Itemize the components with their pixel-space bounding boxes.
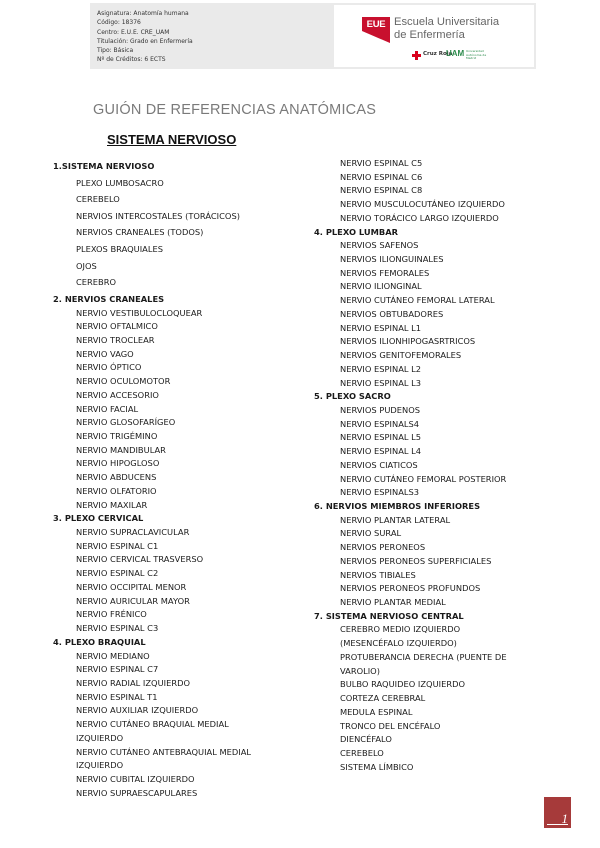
list-item: NERVIO MEDIANO — [76, 650, 150, 661]
list-item: NERVIO CUTÁNEO FEMORAL LATERAL — [340, 295, 495, 306]
list-item: NERVIOS FEMORALES — [340, 267, 430, 278]
list-item: NERVIOS SAFENOS — [340, 240, 419, 251]
list-item: NERVIO ACCESORIO — [76, 389, 159, 400]
partner-uam: UAM — [446, 49, 465, 58]
page-number-badge — [544, 797, 571, 828]
list-item: NERVIO PLANTAR MEDIAL — [340, 597, 446, 608]
list-item: NERVIO ESPINAL C7 — [76, 664, 159, 675]
section-heading: 7. SISTEMA NERVIOSO CENTRAL — [314, 610, 464, 621]
partner-uam-subtitle: Universidad Autónoma de Madrid — [466, 49, 487, 60]
list-item: NERVIO ESPINALS3 — [340, 487, 420, 498]
list-item: NERVIO CUBITAL IZQUIERDO — [76, 774, 195, 784]
list-item: NERVIO OLFATORIO — [76, 485, 157, 496]
list-item: NERVIO CUTÁNEO FEMORAL POSTERIOR — [340, 473, 507, 484]
list-item: NERVIOS CIATICOS — [340, 459, 418, 470]
list-item: NERVIO ESPINAL C8 — [340, 185, 423, 196]
list-item: CEREBELO — [76, 194, 120, 205]
list-item: NERVIOS ILIONHIPOGASRTRICOS — [340, 336, 476, 347]
list-item: NERVIO TROCLEAR — [76, 334, 155, 345]
list-item: NERVIOS PERONEOS — [340, 542, 426, 553]
partner-cruz-roja: Cruz Roja — [423, 51, 453, 57]
list-item: NERVIO RADIAL IZQUIERDO — [76, 677, 191, 688]
list-item: NERVIO CERVICAL TRASVERSO — [76, 554, 204, 565]
list-item: IZQUIERDO — [76, 760, 124, 771]
eue-logo-text: EUE — [366, 19, 386, 30]
list-item: NERVIO CUTÁNEO ANTEBRAQUIAL MEDIAL — [76, 746, 251, 757]
list-item: NERVIO ÓPTICO — [76, 362, 142, 373]
list-item: NERVIO OCCIPITAL MENOR — [76, 581, 187, 592]
list-item: CORTEZA CEREBRAL — [340, 693, 426, 704]
list-item: NERVIO ABDUCENS — [76, 472, 157, 483]
list-item: PLEXO LUMBOSACRO — [76, 177, 164, 188]
list-item: NERVIO ESPINAL L4 — [340, 446, 422, 457]
list-item: NERVIOS PERONEOS PROFUNDOS — [340, 583, 481, 594]
list-item: CEREBRO — [76, 277, 117, 288]
list-item: NERVIO SURAL — [340, 528, 402, 539]
list-item: NERVIO ESPINAL C5 — [340, 158, 423, 168]
school-name-line1: Escuela Universitaria — [394, 16, 500, 28]
list-item: NERVIO MUSCULOCUTÁNEO IZQUIERDO — [340, 199, 505, 210]
document-subtitle: SISTEMA NERVIOSO — [107, 132, 237, 147]
list-item: NERVIO AUXILIAR IZQUIERDO — [76, 705, 199, 716]
school-logo — [334, 5, 534, 67]
list-item: NERVIO ESPINAL L1 — [340, 322, 422, 333]
section-heading: 6. NERVIOS MIEMBROS INFERIORES — [314, 501, 481, 511]
section-heading: 4. PLEXO LUMBAR — [314, 226, 399, 237]
eue-logo-mark — [362, 17, 390, 43]
section-heading: 5. PLEXO SACRO — [314, 391, 391, 402]
list-item: CEREBELO — [340, 747, 384, 758]
list-item: NERVIO ESPINAL C2 — [76, 568, 159, 579]
section-heading: 4. PLEXO BRAQUIAL — [53, 636, 146, 647]
school-name — [394, 16, 499, 41]
list-item: TRONCO DEL ENCÉFALO — [340, 720, 441, 731]
list-item: NERVIO TORÁCICO LARGO IZQUIERDO — [340, 212, 499, 223]
list-item: MEDULA ESPINAL — [340, 706, 413, 717]
list-item: NERVIO ESPINAL C6 — [340, 171, 423, 182]
list-item: NERVIOS TIBIALES — [340, 569, 416, 580]
school-name-line2: de Enfermería — [394, 28, 465, 41]
list-item: NERVIO FRÉNICO — [76, 609, 147, 620]
list-item: NERVIO ESPINAL C1 — [76, 540, 159, 551]
section-heading: 3. PLEXO CERVICAL — [53, 513, 144, 524]
list-item: NERVIOS PUDENOS — [340, 404, 421, 415]
red-cross-icon — [412, 51, 421, 60]
list-item: NERVIO MANDIBULAR — [76, 444, 166, 455]
list-item: NERVIO FACIAL — [76, 403, 139, 414]
list-item: NERVIO GLOSOFARÍGEO — [76, 417, 176, 428]
meta-credits: Nº de Créditos: 6 ECTS — [97, 56, 166, 64]
document-header — [90, 3, 536, 69]
meta-degree: Titulación: Grado en Enfermería — [97, 37, 193, 45]
page-number: 1 — [561, 811, 568, 826]
list-item: NERVIO ESPINAL L3 — [340, 377, 422, 388]
list-item: CEREBRO MEDIO IZQUIERDO — [340, 624, 461, 635]
list-item: BULBO RAQUIDEO IZQUIERDO — [340, 679, 466, 690]
list-item: SISTEMA LÍMBICO — [340, 761, 414, 772]
list-item: PLEXOS BRAQUIALES — [76, 244, 163, 254]
course-meta — [97, 9, 193, 65]
list-item: NERVIOS CRANEALES (TODOS) — [76, 227, 204, 238]
list-item: NERVIO VAGO — [76, 348, 134, 359]
list-item: NERVIO CUTÁNEO BRAQUIAL MEDIAL — [76, 719, 229, 730]
list-item: NERVIO PLANTAR LATERAL — [340, 514, 451, 525]
list-item: NERVIO ESPINAL C3 — [76, 623, 159, 634]
section-heading: 1.SISTEMA NERVIOSO — [53, 161, 155, 171]
list-item: NERVIO SUPRACLAVICULAR — [76, 527, 190, 538]
list-item: NERVIO ESPINAL L5 — [340, 432, 422, 443]
list-item: NERVIOS INTERCOSTALES (TORÁCICOS) — [76, 210, 240, 221]
list-item: NERVIO HIPOGLOSO — [76, 458, 160, 469]
list-item: NERVIO ESPINALS4 — [340, 418, 420, 429]
meta-type: Tipo: Básica — [97, 47, 134, 55]
list-item: NERVIO AURICULAR MAYOR — [76, 595, 190, 606]
list-item: NERVIO OFTALMICO — [76, 321, 158, 332]
list-item: NERVIO VESTIBULOCLOQUEAR — [76, 307, 203, 318]
meta-code: Código: 18376 — [97, 19, 141, 27]
list-item: NERVIOS GENITOFEMORALES — [340, 350, 462, 361]
meta-center: Centro: E.U.E. CRE_UAM — [97, 28, 170, 36]
list-item: (MESENCÉFALO IZQUIERDO) — [340, 638, 457, 649]
document-title: GUIÓN DE REFERENCIAS ANATÓMICAS — [93, 102, 377, 118]
list-item: NERVIOS OBTUBADORES — [340, 308, 444, 319]
list-item: NERVIOS PERONEOS SUPERFICIALES — [340, 555, 492, 566]
list-item: NERVIO OCULOMOTOR — [76, 376, 171, 387]
list-item: VAROLIO) — [340, 665, 380, 676]
list-item: NERVIO ESPINAL T1 — [76, 691, 158, 702]
section-heading: 2. NERVIOS CRANEALES — [53, 293, 165, 304]
list-item: OJOS — [76, 260, 97, 271]
list-item: NERVIO ILIONGINAL — [340, 281, 422, 292]
list-item: NERVIOS ILIONGUINALES — [340, 254, 444, 265]
list-item: NERVIO TRIGÉMINO — [76, 431, 158, 441]
list-item: PROTUBERANCIA DERECHA (PUENTE DE — [340, 651, 507, 662]
list-item: NERVIO SUPRAESCAPULARES — [76, 787, 198, 798]
list-item: DIENCÉFALO — [340, 734, 392, 745]
list-item: IZQUIERDO — [76, 732, 124, 743]
list-item: NERVIO MAXILAR — [76, 499, 148, 510]
list-item: NERVIO ESPINAL L2 — [340, 363, 422, 374]
meta-subject: Asignatura: Anatomía humana — [97, 10, 189, 17]
